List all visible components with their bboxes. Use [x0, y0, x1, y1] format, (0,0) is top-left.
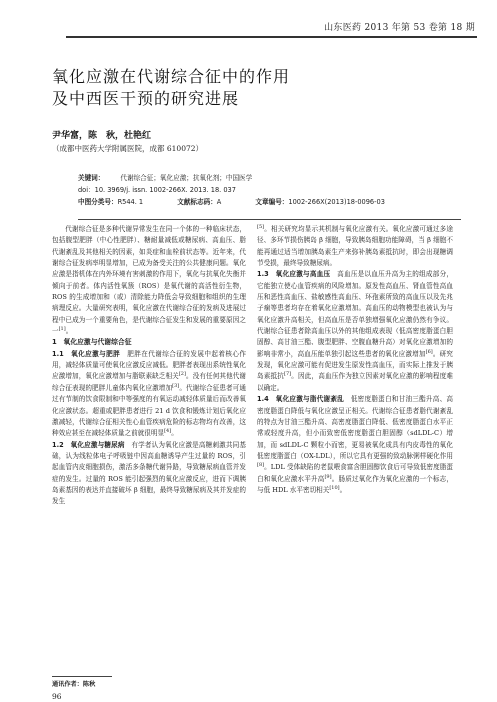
subsection-1-2: 1.2 氧化应激与糖尿病 有学者认为氧化应激是高糖刺激共同基础，认为线粒体电子呼吸链中因高血糖诱导产生过量的 ROS，引起血管内皮细胞损伤，激活多条糖代谢异路，导致糖尿病血管并发症的发生。过量的 ROS 能引起强烈的氧化应激反应，进而下调胰岛素基因的表达并直接破坏 β 细胞，最终导致糖尿病及其并发症的发生	[52, 440, 247, 506]
clc: R544. 1	[117, 198, 144, 206]
citation: [10]	[329, 484, 340, 491]
citation: [1]	[58, 325, 66, 332]
affiliation: （成都中医药大学附属医院，成都 610072）	[52, 144, 204, 153]
subsection-title: 1.4 氧化应激与脂代谢紊乱	[257, 395, 345, 404]
citation: [7]	[284, 371, 292, 378]
title-line-2: 及中西医干预的研究进展	[52, 89, 240, 108]
keywords-row	[78, 172, 458, 184]
doi-row	[78, 184, 458, 196]
doi: doi：10. 3969/j. issn. 1002-266X. 2013. 18. 037	[78, 186, 236, 194]
intro-paragraph: 代谢综合征是多种代谢异常发生在同一个体的一种临床状态，包括腹型肥胖（中心性肥胖）、糖耐量减低或糖尿病、高血压、脂代谢紊乱及其他相关的因素，如炎症和血栓前状态等。近年来，代谢综合征发病率明显增加，已成为备受关注的公共健康问题。氧化应激是指机体在内外环境有害刺激的作用下，氧化与抗氧化失衡并倾向于前者。体内活性氧簇（ROS）是氧代谢的高活性衍生物，ROS 的生成增加和（或）清除能力降低会导致细胞和组织的生理病理反应。大量研究表明，氧化应激在代谢综合征的发病及进展过程中已成为一个重要角色，是代谢综合征发生和发展的重要原因之一[1]。	[52, 225, 246, 336]
subsection-title: 1.1 氧化应激与肥胖	[52, 349, 121, 358]
left-column	[52, 224, 246, 508]
keywords-label: 关键词：	[78, 174, 105, 182]
clc-label: 中图分类号：	[78, 198, 118, 206]
keywords: 代谢综合征；氧化应激；抗氧化剂；中国医学	[120, 174, 253, 182]
subsection-title: 1.2 氧化应激与糖尿病	[52, 440, 125, 449]
footnote-rule	[52, 676, 112, 677]
citation: [8]	[257, 462, 265, 469]
title-line-1: 氧化应激在代谢综合征中的作用	[52, 67, 291, 86]
subsection-1-1: 1.1 氧化应激与肥胖 肥胖在代谢综合征的发展中起着核心作用，减轻体质量可使氧化应激反应减低。肥胖者表现出系统性氧化应激增加，氧化应激增加与脂联素缺乏相关[2]。没有任何其他代谢综合征表现的肥胖儿童体内氧化应激增加[3]。代谢综合征患者可通过有节制的饮食限制和中等强度的有氧运动减轻体质量后而改善氧化应激状态。超重或肥胖患者进行 21 d 饮食和锻炼计划后氧化应激减轻，代谢综合征相关性心血管疾病危险的标志物均有改善，这种效应甚至在减轻体质量之前就很明显[4]。	[52, 349, 247, 438]
journal-header	[0, 0, 497, 40]
citation: [2]	[178, 371, 186, 378]
meta-rule	[78, 219, 461, 220]
article-title	[52, 66, 452, 110]
citation: [4]	[164, 428, 172, 434]
article-no: 1002-266X(2013)18-0096-03	[288, 198, 385, 206]
classification-row	[78, 196, 458, 208]
code: A	[216, 198, 222, 206]
citation: [9]	[324, 473, 332, 480]
authors: 尹华富，陈 秋，杜艳红	[52, 131, 152, 141]
subsection-1-4: 1.4 氧化应激与脂代谢紊乱 低密度脂蛋白和甘油三酯升高、高密度脂蛋白降低与氧化应激呈正相关。代谢综合征患者脂代谢紊乱的特点为甘油三酯升高、高密度脂蛋白降低、低密度脂蛋白水平正常或轻度升高，但小而致密低密度脂蛋白胆固醇（sdLDL-C）增加，而 sdLDL-C 颗粒小而密，更易被氧化成具有内皮毒性的氧化低密度脂蛋白（OX-LDL），所以它具有更强的致动脉粥样硬化作用[8]。LDL 受体缺陷的老鼠喂食富含胆固醇饮食后可导致低密度脂蛋白和氧化应激水平升高[9]。肠质过氧化作为氧化应激的一个标志，与低 HDL 水平密切相关[10]。	[257, 395, 454, 494]
citation: [3]	[172, 382, 180, 389]
right-column	[257, 224, 453, 496]
code-label: 文献标志码：	[177, 198, 217, 206]
article-meta	[78, 172, 458, 208]
journal-name: 山东医药 2013 年第 53 卷第 18 期	[324, 23, 475, 33]
subsection-1-3: 1.3 氧化应激与高血压 高血压是以血压升高为主的组成部分，它能独立使心血管疾病的风险增加。原发性高血压、肾血管性高血压和恶性高血压、盐敏感性高血压、环孢素所致的高血压以及先兆子痫等患者均存在着氧化应激增加。高血压的动物模型也被认为与氧化应激升高相关，但高血压是否单独增强氧化应激仍然有争议。代谢综合征患者除高血压以外的其他组成表现（低高密度脂蛋白胆固醇、高甘油三酯、腹型肥胖、空腹血糖升高）对氧化应激增加的影响非常小，高血压能单独引起这些患者的氧化应激增加[6]。研究发现，氧化应激可能有促进发生原发性高血压，而实际上推发于胰岛素抵抗[7]。因此，高血压作为独立因素对氧化应激的影响程度难以确定。	[257, 270, 454, 392]
corresponding-author: 通讯作者：陈秋	[52, 681, 96, 688]
section-heading: 1 氧化应激与代谢综合征	[52, 338, 132, 347]
header-rule	[66, 36, 477, 38]
article-no-label: 文章编号：	[255, 198, 289, 206]
citation: [5]	[257, 223, 265, 230]
subsection-title: 1.3 氧化应激与高血压	[257, 270, 331, 279]
subsection-1-2-cont: [5]。相关研究均显示其机制与氧化应激有关。氧化应激可通过多途径、多环节损伤胰岛 β 细胞，导致胰岛细胞功能障碍，当 β 细胞不能再通过适当增加胰岛素生产来弥补胰岛素抵抗时，即会出现糖调节受损，最终导致糖尿病。	[257, 223, 453, 268]
page-number: 96	[52, 692, 62, 701]
citation: [6]	[425, 348, 433, 355]
